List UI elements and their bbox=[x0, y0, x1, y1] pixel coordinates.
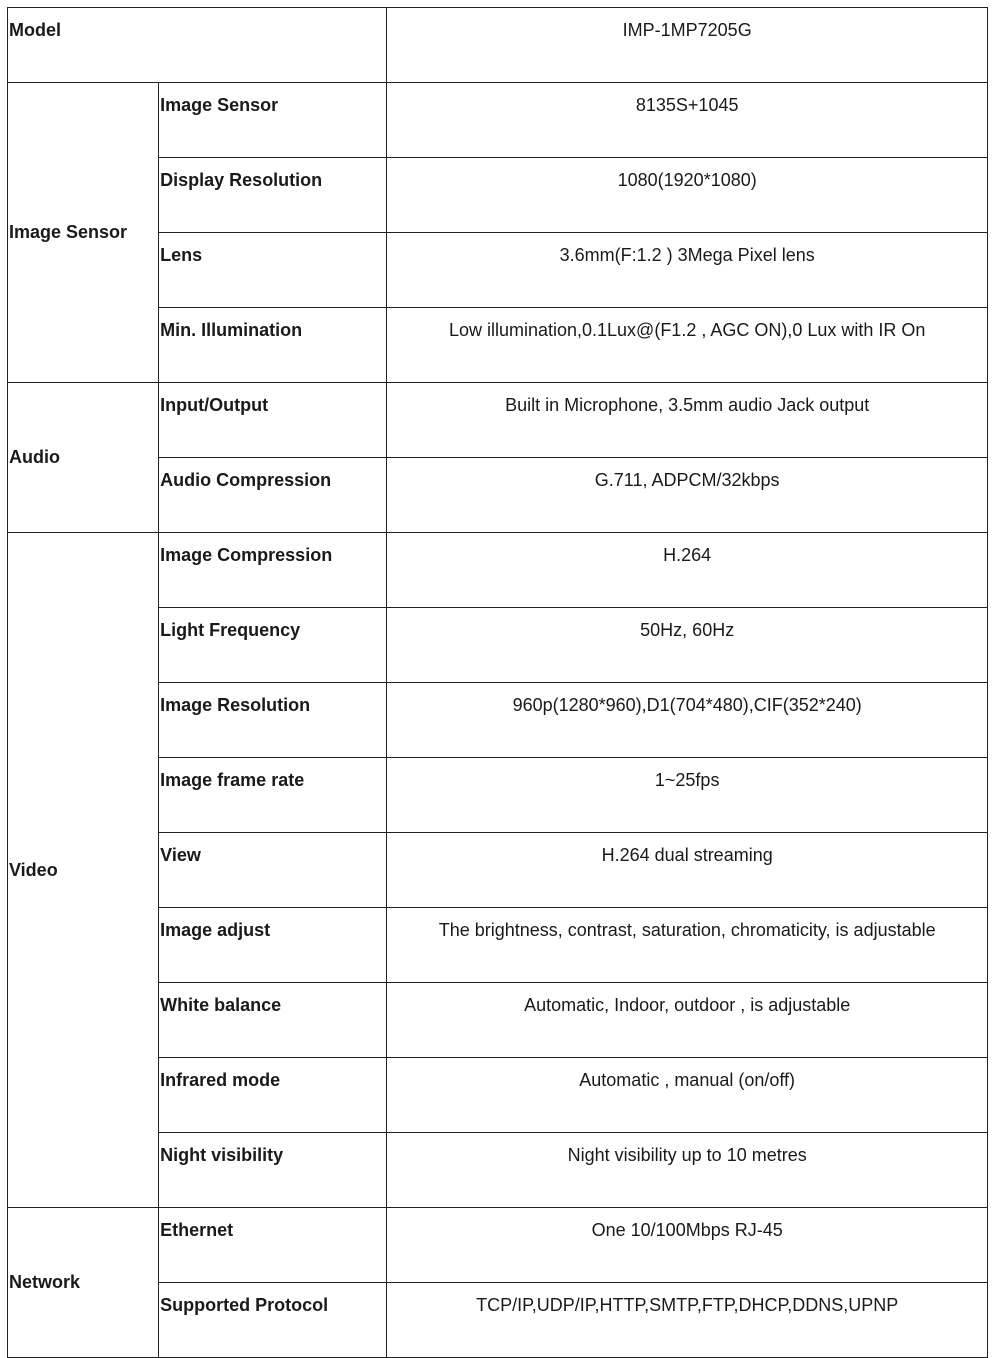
spec-value: 1~25fps bbox=[387, 758, 988, 833]
table-row bbox=[8, 383, 988, 458]
table-row bbox=[8, 1208, 988, 1283]
spec-value: TCP/IP,UDP/IP,HTTP,SMTP,FTP,DHCP,DDNS,UPNP bbox=[387, 1283, 988, 1358]
table-row bbox=[8, 83, 988, 158]
table-row bbox=[8, 533, 988, 608]
spec-value: H.264 bbox=[387, 533, 988, 608]
spec-value: The brightness, contrast, saturation, chromaticity, is adjustable bbox=[387, 908, 988, 983]
spec-label: Image adjust bbox=[159, 908, 387, 983]
spec-label: Image Compression bbox=[159, 533, 387, 608]
section-category: Image Sensor bbox=[8, 83, 159, 383]
table-row-model bbox=[8, 8, 988, 83]
spec-value: 8135S+1045 bbox=[387, 83, 988, 158]
spec-label: Ethernet bbox=[159, 1208, 387, 1283]
spec-label: Lens bbox=[159, 233, 387, 308]
spec-label: Image Sensor bbox=[159, 83, 387, 158]
model-label: Model bbox=[8, 8, 387, 83]
spec-value: H.264 dual streaming bbox=[387, 833, 988, 908]
spec-label: Infrared mode bbox=[159, 1058, 387, 1133]
spec-label: View bbox=[159, 833, 387, 908]
model-value: IMP-1MP7205G bbox=[387, 8, 988, 83]
spec-label: Image Resolution bbox=[159, 683, 387, 758]
spec-label: Display Resolution bbox=[159, 158, 387, 233]
spec-value: Built in Microphone, 3.5mm audio Jack output bbox=[387, 383, 988, 458]
spec-label: Image frame rate bbox=[159, 758, 387, 833]
spec-value: 1080(1920*1080) bbox=[387, 158, 988, 233]
section-category: Network bbox=[8, 1208, 159, 1358]
spec-value: 3.6mm(F:1.2 ) 3Mega Pixel lens bbox=[387, 233, 988, 308]
spec-label: Audio Compression bbox=[159, 458, 387, 533]
spec-table bbox=[7, 7, 988, 1358]
section-category: Audio bbox=[8, 383, 159, 533]
spec-value: G.711, ADPCM/32kbps bbox=[387, 458, 988, 533]
spec-value: Automatic , manual (on/off) bbox=[387, 1058, 988, 1133]
spec-label: White balance bbox=[159, 983, 387, 1058]
spec-label: Min. Illumination bbox=[159, 308, 387, 383]
spec-label: Input/Output bbox=[159, 383, 387, 458]
spec-value: One 10/100Mbps RJ-45 bbox=[387, 1208, 988, 1283]
spec-table-body bbox=[8, 8, 988, 1358]
spec-label: Light Frequency bbox=[159, 608, 387, 683]
spec-value: 50Hz, 60Hz bbox=[387, 608, 988, 683]
spec-value: Automatic, Indoor, outdoor , is adjustable bbox=[387, 983, 988, 1058]
section-category: Video bbox=[8, 533, 159, 1208]
spec-value: Low illumination,0.1Lux@(F1.2 , AGC ON),0 Lux with IR On bbox=[387, 308, 988, 383]
spec-label: Supported Protocol bbox=[159, 1283, 387, 1358]
spec-value: Night visibility up to 10 metres bbox=[387, 1133, 988, 1208]
spec-label: Night visibility bbox=[159, 1133, 387, 1208]
spec-value: 960p(1280*960),D1(704*480),CIF(352*240) bbox=[387, 683, 988, 758]
